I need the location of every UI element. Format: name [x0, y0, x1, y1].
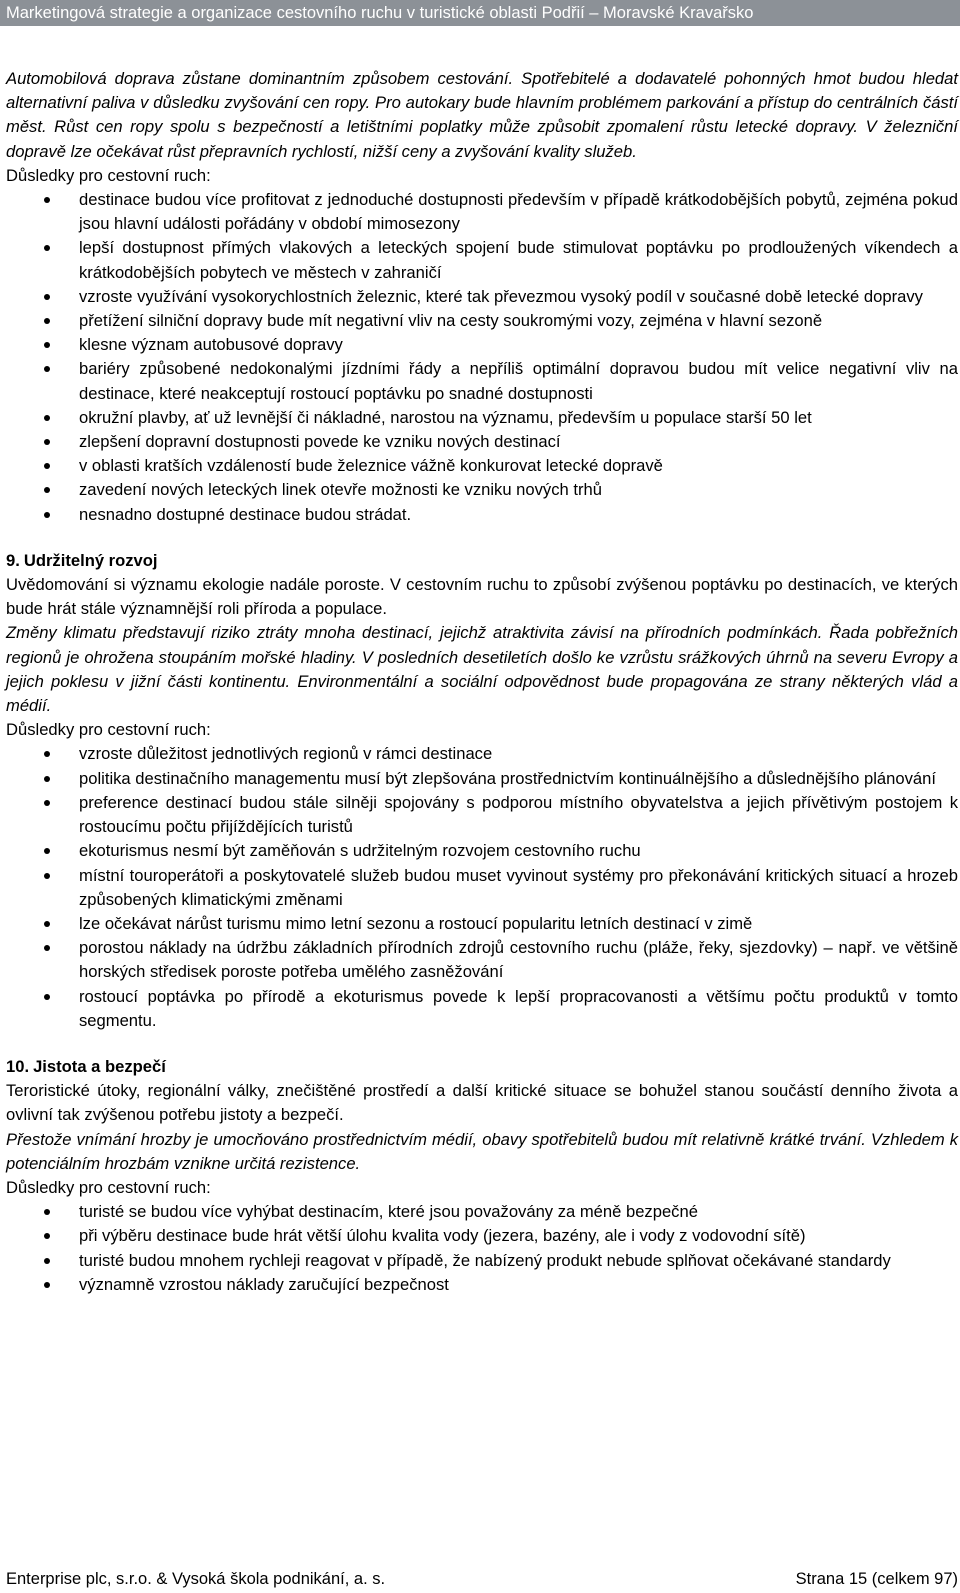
bullet-icon — [44, 342, 50, 348]
bullet-icon — [44, 1233, 50, 1239]
page-header — [0, 0, 960, 26]
list-item: zlepšení dopravní dostupnosti povede ke vzniku nových destinací — [6, 430, 958, 454]
bullet-icon — [44, 463, 50, 469]
bullet-icon — [44, 197, 50, 203]
page-footer — [6, 1568, 958, 1590]
footer-publisher: Enterprise plc, s.r.o. & Vysoká škola podnikání, a. s. — [6, 1570, 386, 1588]
list-item: místní touroperátoři a poskytovatelé služeb budou muset vyvinout systémy pro překonávání kritických situací a hrozeb způsobených klimatickými změnami — [6, 864, 958, 912]
bullet-icon — [44, 294, 50, 300]
list-item: zavedení nových leteckých linek otevře možnosti ke vzniku nových trhů — [6, 478, 958, 502]
bullet-icon — [44, 366, 50, 372]
section-9-paragraph: Uvědomování si významu ekologie nadále poroste. V cestovním ruchu to způsobí zvýšenou poptávku po destinacích, ve kterých bude hrát stále významnější roli příroda a populace. — [6, 575, 958, 619]
list-item: lze očekávat nárůst turismu mimo letní sezonu a rostoucí popularitu letních destinací v zimě — [6, 912, 958, 936]
bullet-icon — [44, 318, 50, 324]
list-item: lepší dostupnost přímých vlakových a leteckých spojení bude stimulovat poptávku po prodloužených víkendech a krátkodobějších pobytech ve městech v zahraničí — [6, 236, 958, 284]
bullet-icon — [44, 1258, 50, 1264]
document-body — [6, 67, 958, 1297]
section-10-number: 10. — [6, 1056, 30, 1076]
transport-consequences-label: Důsledky pro cestovní ruch: — [6, 165, 211, 185]
section-10-heading — [6, 1055, 958, 1079]
section-10-italic-paragraph: Přestože vnímání hrozby je umocňováno prostřednictvím médií, obavy spotřebitelů budou mít relativně krátké trvání. Vzhledem k potenciálním hrozbám vznikne určitá rezistence. — [6, 1129, 958, 1173]
bullet-icon — [44, 994, 50, 1000]
list-item: přetížení silniční dopravy bude mít negativní vliv na cesty soukromými vozy, zejména v hlavní sezoně — [6, 309, 958, 333]
section-9-title: Udržitelný rozvoj — [23, 550, 158, 570]
bullet-icon — [44, 1282, 50, 1288]
list-item: vzroste důležitost jednotlivých regionů v rámci destinace — [6, 742, 958, 766]
list-item: významně vzrostou náklady zaručující bezpečnost — [6, 1273, 958, 1297]
list-item: v oblasti kratších vzdáleností bude železnice vážně konkurovat letecké dopravě — [6, 454, 958, 478]
list-item: destinace budou více profitovat z jednoduché dostupnosti především v případě krátkodobějších pobytů, zejména pokud jsou hlavní události pořádány v období mimosezony — [6, 188, 958, 236]
bullet-icon — [44, 751, 50, 757]
list-item: politika destinačního managementu musí být zlepšována prostřednictvím kontinuálnějšího a důslednějšího plánování — [6, 767, 958, 791]
list-item: vzroste využívání vysokorychlostních železnic, které tak převezmou vysoký podíl v současné době letecké dopravy — [6, 285, 958, 309]
bullet-icon — [44, 245, 50, 251]
list-item: bariéry způsobené nedokonalými jízdními řády a nepříliš optimální dopravou budou mít velice negativní vliv na destinace, které neakceptují rostoucí poptávku po snadné dostupnosti — [6, 357, 958, 405]
section-9-heading — [6, 549, 958, 573]
bullet-icon — [44, 848, 50, 854]
section-9-number: 9. — [6, 550, 20, 570]
list-item: turisté budou mnohem rychleji reagovat v případě, že nabízený produkt nebude splňovat očekávané standardy — [6, 1249, 958, 1273]
list-item: klesne význam autobusové dopravy — [6, 333, 958, 357]
bullet-icon — [44, 512, 50, 518]
list-item: nesnadno dostupné destinace budou strádat. — [6, 503, 958, 527]
section-10-consequences-list — [6, 1200, 958, 1297]
section-10-title: Jistota a bezpečí — [33, 1056, 166, 1076]
section-9-consequences-list — [6, 742, 958, 1032]
bullet-icon — [44, 776, 50, 782]
footer-page-number: Strana 15 (celkem 97) — [795, 1570, 958, 1588]
bullet-icon — [44, 800, 50, 806]
bullet-icon — [44, 1209, 50, 1215]
section-9-consequences-label: Důsledky pro cestovní ruch: — [6, 720, 211, 740]
list-item: při výběru destinace bude hrát větší úlohu kvalita vody (jezera, bazény, ale i vody z vodovodní sítě) — [6, 1224, 958, 1248]
list-item: rostoucí poptávka po přírodě a ekoturismus povede k lepší propracovanosti a většímu počtu produktů v tomto segmentu. — [6, 985, 958, 1033]
section-9-italic-paragraph: Změny klimatu představují riziko ztráty mnoha destinací, jejichž atraktivita závisí na přírodních podmínkách. Řada pobřežních regionů je ohrožena stoupáním mořské hladiny. V posledních desetiletích došlo ke vzrůstu srážkových úhrnů na severu Evropy a jejich poklesu v jižní části kontinentu. Environmentální a sociální odpovědnost bude propagována ze strany některých vlád a médií. — [6, 623, 958, 716]
bullet-icon — [44, 921, 50, 927]
section-10-paragraph: Teroristické útoky, regionální války, znečištěné prostředí a další kritické situace se bohužel stanou součástí denního života a ovlivní tak zvýšenou potřebu jistoty a bezpečí. — [6, 1081, 958, 1125]
list-item: preference destinací budou stále silněji spojovány s podporou místního obyvatelstva a jejich přívětivým postojem k rostoucímu počtu přijíždějících turistů — [6, 791, 958, 839]
list-item: turisté se budou více vyhýbat destinacím, které jsou považovány za méně bezpečné — [6, 1200, 958, 1224]
transport-intro: Automobilová doprava zůstane dominantním způsobem cestování. Spotřebitelé a dodavatelé pohonných hmot budou hledat alternativní paliva v důsledku zvyšování cen ropy. Pro autokary bude hlavním problémem parkování a přístup do centrálních částí měst. Růst cen ropy spolu s bezpečností a letištními poplatky může způsobit zpomalení růstu letecké dopravy. V železniční dopravě lze očekávat růst přepravních rychlostí, nižší ceny a zvyšování kvality služeb. — [6, 69, 958, 161]
header-title: Marketingová strategie a organizace cestovního ruchu v turistické oblasti Podřií – Moravské Kravařsko — [6, 4, 754, 22]
section-10-consequences-label: Důsledky pro cestovní ruch: — [6, 1177, 211, 1197]
list-item: ekoturismus nesmí být zaměňován s udržitelným rozvojem cestovního ruchu — [6, 839, 958, 863]
list-item: porostou náklady na údržbu základních přírodních zdrojů cestovního ruchu (pláže, řeky, sjezdovky) – např. ve většině horských středisek poroste potřeba umělého zasněžování — [6, 936, 958, 984]
bullet-icon — [44, 945, 50, 951]
bullet-icon — [44, 439, 50, 445]
bullet-icon — [44, 415, 50, 421]
bullet-icon — [44, 873, 50, 879]
transport-consequences-list — [6, 188, 958, 527]
bullet-icon — [44, 487, 50, 493]
list-item: okružní plavby, ať už levnější či nákladné, narostou na významu, především u populace starší 50 let — [6, 406, 958, 430]
